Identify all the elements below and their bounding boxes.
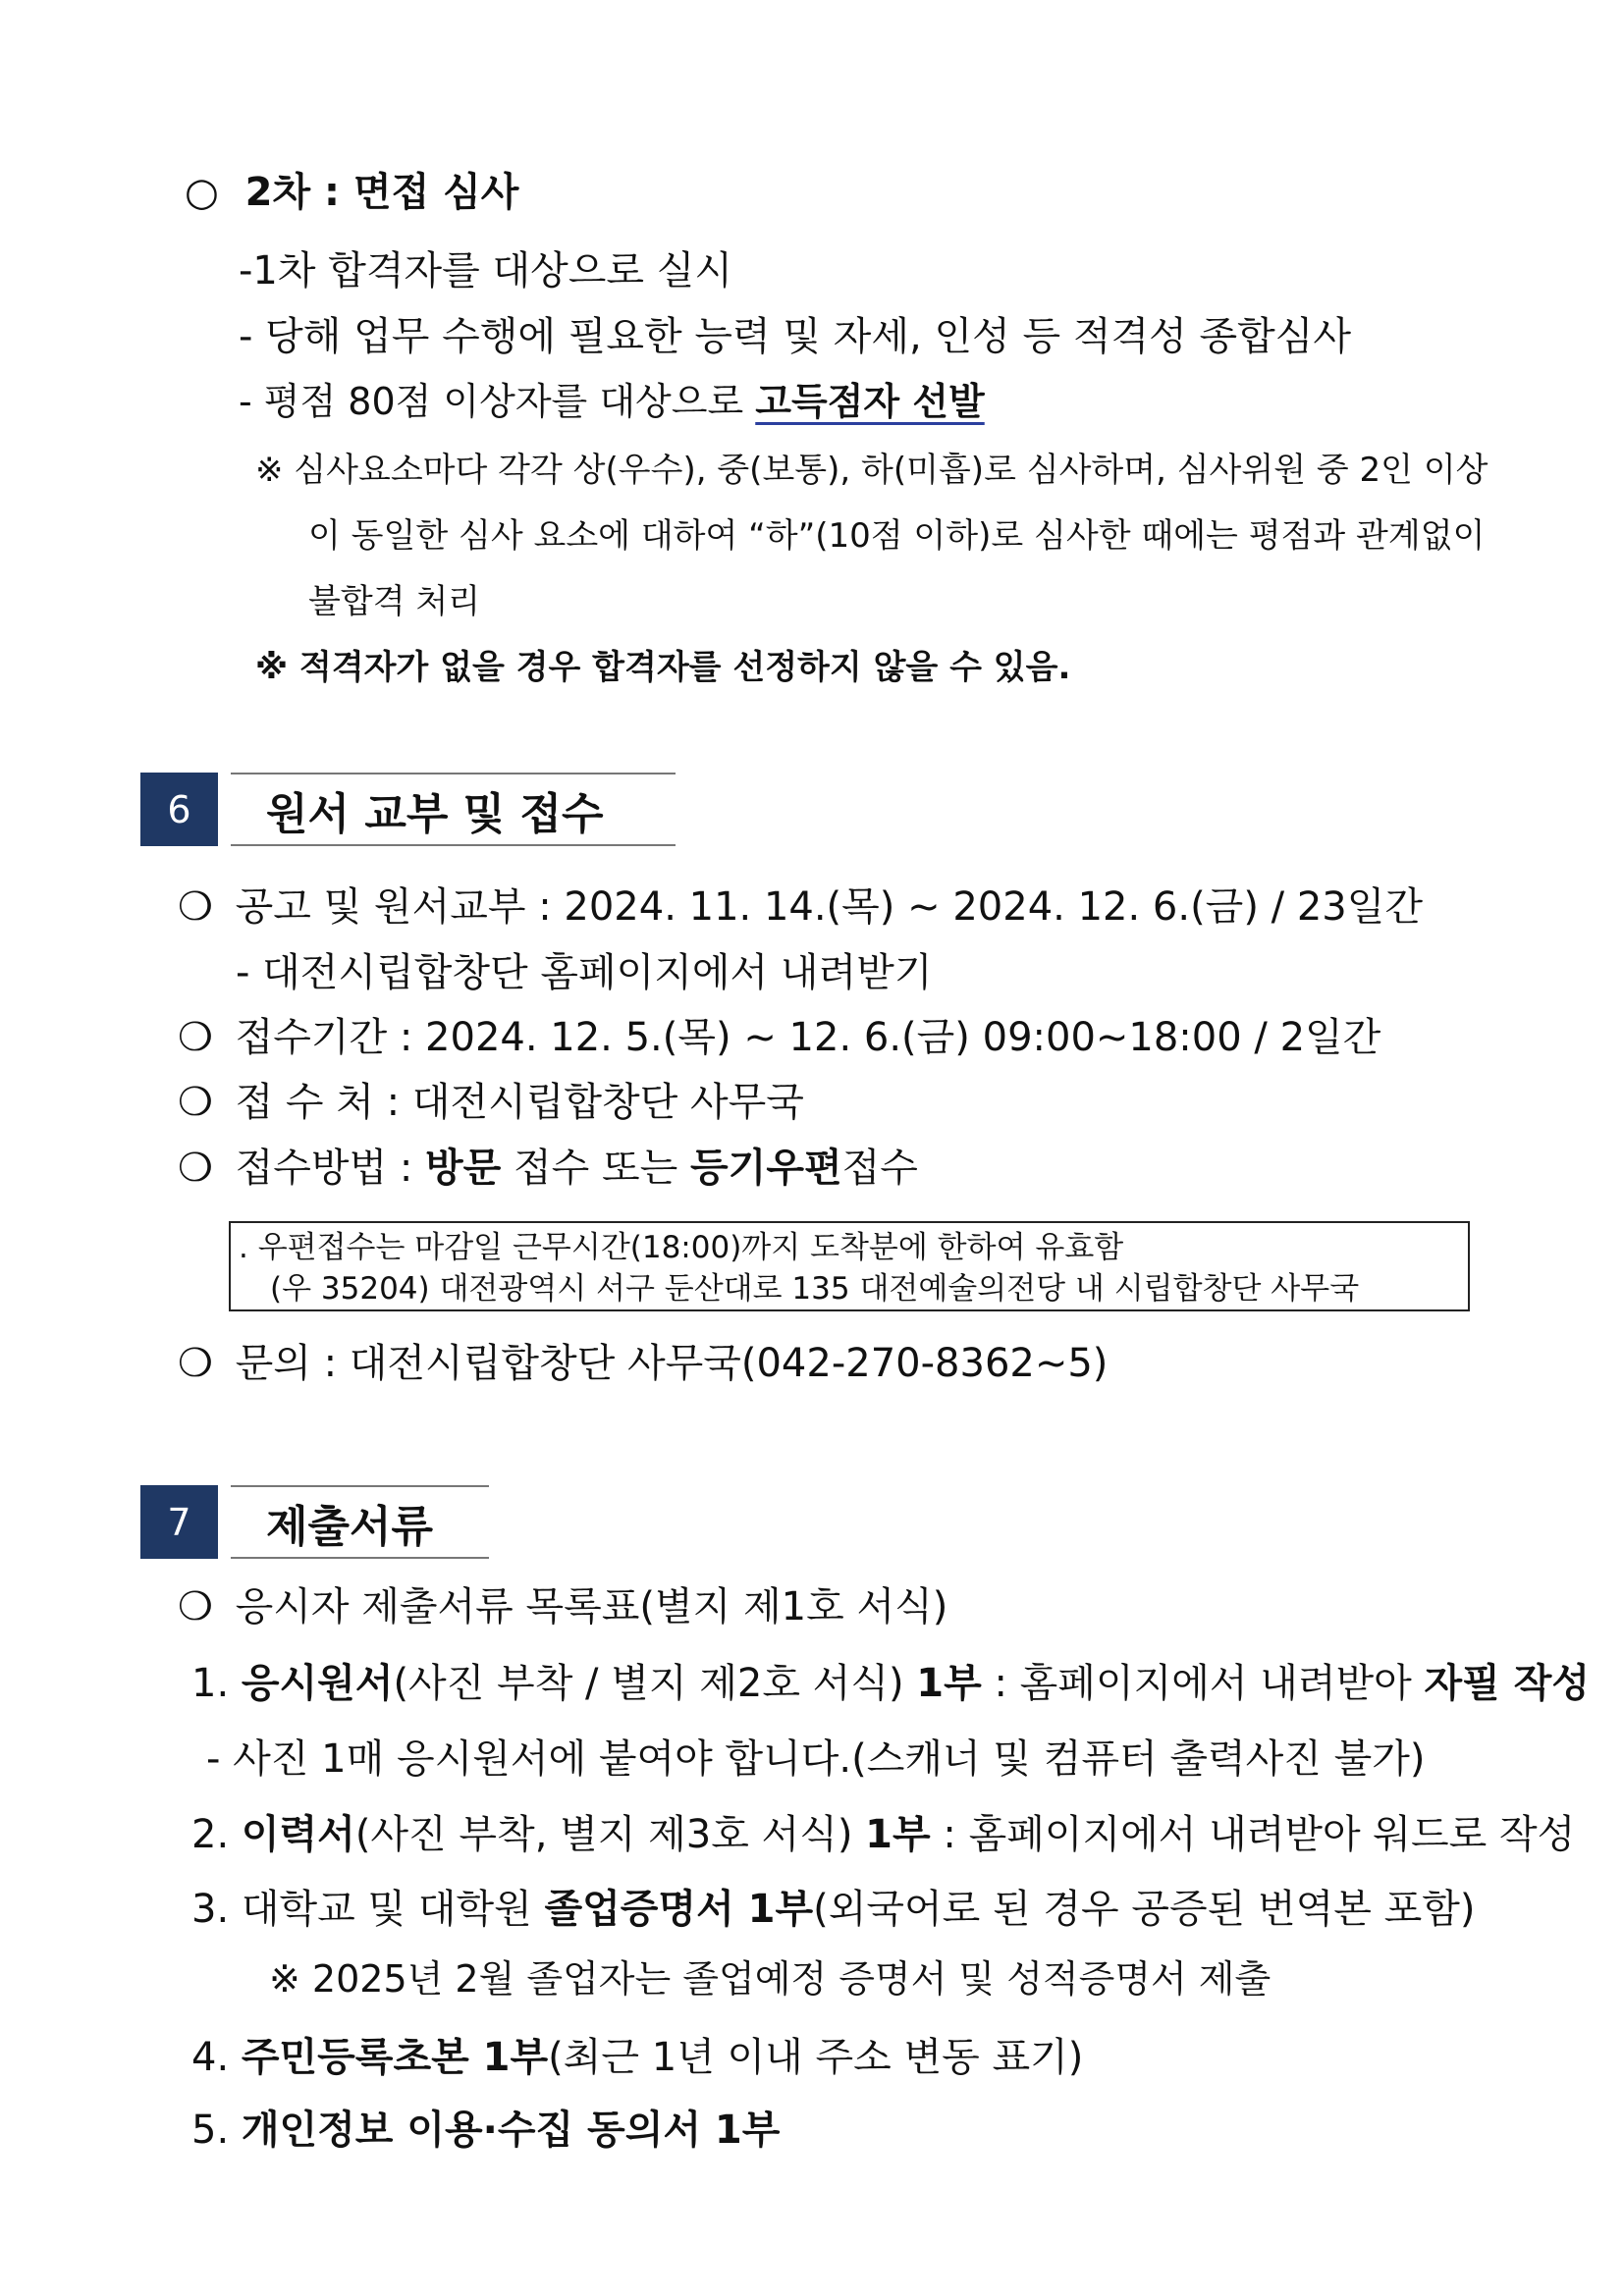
bullet-icon: ○: [185, 170, 219, 215]
s7-doc-1: [191, 1661, 1591, 1706]
bullet-icon: ❍: [178, 1146, 213, 1191]
s7-doc-1-how: : 홈페이지에서 내려받아: [981, 1661, 1425, 1706]
s6-item-3-text: 접 수 처 : 대전시립합창단 사무국: [235, 1080, 804, 1125]
bullet-icon: ❍: [178, 1584, 213, 1629]
s7-doc-2-how: : 홈페이지에서 내려받아 워드로 작성: [930, 1812, 1576, 1857]
section-7-title: 제출서류: [231, 1485, 489, 1559]
s6-item-2: [178, 1015, 1381, 1060]
section-6-number: 6: [140, 773, 218, 846]
s6-item-4-text: [236, 1146, 918, 1191]
interview-note-1b: 이 동일한 심사 요소에 대하여 “하”(10점 이하)로 심사한 때에는 평점과 관계없이: [308, 516, 1486, 556]
s7-doc-1-sub: - 사진 1매 응시원서에 붙여야 합니다.(스캐너 및 컴퓨터 출력사진 불가): [206, 1736, 1426, 1782]
s6-item-1: [178, 884, 1424, 930]
s7-doc-1-qty: 1부: [916, 1661, 982, 1706]
bullet-icon: ❍: [178, 1080, 213, 1125]
mail-notice-line-1: . 우편접수는 마감일 근무시간(18:00)까지 도착분에 한하여 유효함: [239, 1230, 1124, 1265]
s7-item-intro-text: 응시자 제출서류 목록표(별지 제1호 서식): [235, 1584, 948, 1629]
s6-item-4-or: 접수 또는: [501, 1146, 691, 1191]
interview-heading-text: 2차 : 면접 심사: [244, 170, 519, 215]
s7-doc-1-num: 1.: [191, 1661, 242, 1706]
s7-doc-2-name: 이력서: [241, 1812, 355, 1857]
s7-doc-3-detail: (외국어로 된 경우 공증된 번역본 포함): [813, 1887, 1476, 1932]
mail-notice-line-2: (우 35204) 대전광역시 서구 둔산대로 135 대전예술의전당 내 시립합창단 사무국: [270, 1271, 1360, 1307]
s6-item-5: [178, 1341, 1109, 1386]
s7-doc-1-detail: (사진 부착 / 별지 제2호 서식): [393, 1661, 917, 1706]
s7-doc-2-num: 2.: [191, 1812, 242, 1857]
s7-doc-3: [191, 1887, 1476, 1932]
s6-item-1-text: 공고 및 원서교부 : 2024. 11. 14.(목) ~ 2024. 12. 6.(금) / 23일간: [235, 884, 1424, 930]
s7-doc-3-sub: ※ 2025년 2월 졸업자는 졸업예정 증명서 및 성적증명서 제출: [269, 1957, 1271, 2001]
s6-item-4-label: 접수방법 :: [235, 1146, 426, 1191]
s7-doc-4-num: 4.: [191, 2035, 242, 2080]
interview-line-3-emphasis: 고득점자 선발: [755, 380, 985, 423]
interview-heading: [185, 170, 519, 215]
bullet-icon: ❍: [178, 1015, 213, 1060]
s7-doc-4: [191, 2035, 1084, 2080]
s7-doc-5-num: 5.: [191, 2108, 242, 2153]
interview-line-1: -1차 합격자를 대상으로 실시: [239, 248, 733, 294]
s7-doc-2-detail: (사진 부착, 별지 제3호 서식): [354, 1812, 866, 1857]
interview-line-2: - 당해 업무 수행에 필요한 능력 및 자세, 인성 등 적격성 종합심사: [239, 314, 1352, 359]
bullet-icon: ❍: [178, 884, 213, 930]
section-7-number: 7: [140, 1485, 218, 1559]
interview-note-2-text: ※ 적격자가 없을 경우 합격자를 선정하지 않을 수 있음.: [255, 648, 1071, 687]
s7-doc-4-detail: (최근 1년 이내 주소 변동 표기): [548, 2035, 1084, 2080]
s7-doc-2: [191, 1812, 1576, 1857]
interview-note-2: [255, 648, 1071, 687]
s7-doc-3-name: 졸업증명서 1부: [544, 1887, 814, 1932]
s6-item-4-visit: 방문: [425, 1146, 502, 1191]
interview-line-3-text: - 평점 80점 이상자를 대상으로: [239, 380, 756, 423]
s6-item-4-suffix: 접수: [841, 1146, 918, 1191]
s6-item-3: [178, 1080, 804, 1125]
s7-doc-2-qty: 1부: [865, 1812, 931, 1857]
s6-item-4-mail: 등기우편: [690, 1146, 842, 1191]
mail-notice-box: [229, 1221, 1470, 1311]
interview-note-1a: ※ 심사요소마다 각각 상(우수), 중(보통), 하(미흡)로 심사하며, 심사위원 중 2인 이상: [255, 451, 1488, 490]
s7-doc-5-name: 개인정보 이용·수집 동의서 1부: [241, 2108, 781, 2153]
s6-item-4: [178, 1146, 918, 1191]
s6-item-1-sub: - 대전시립합창단 홈페이지에서 내려받기: [236, 950, 933, 995]
s6-item-5-text: 문의 : 대전시립합창단 사무국(042-270-8362~5): [235, 1341, 1109, 1386]
s7-doc-1-name: 응시원서: [241, 1661, 394, 1706]
s7-doc-1-handwrite: 자필 작성: [1424, 1661, 1591, 1706]
s7-item-intro: [178, 1584, 948, 1629]
interview-note-1c: 불합격 처리: [308, 582, 481, 621]
s7-doc-4-name: 주민등록초본 1부: [241, 2035, 549, 2080]
s6-item-2-text: 접수기간 : 2024. 12. 5.(목) ~ 12. 6.(금) 09:00~18:00 / 2일간: [235, 1015, 1381, 1060]
s7-doc-5: [191, 2108, 781, 2153]
bullet-icon: ❍: [178, 1341, 213, 1386]
interview-line-3: [239, 380, 985, 423]
s7-doc-3-prefix: 3. 대학교 및 대학원: [191, 1887, 545, 1932]
section-6-title: 원서 교부 및 접수: [231, 773, 676, 846]
